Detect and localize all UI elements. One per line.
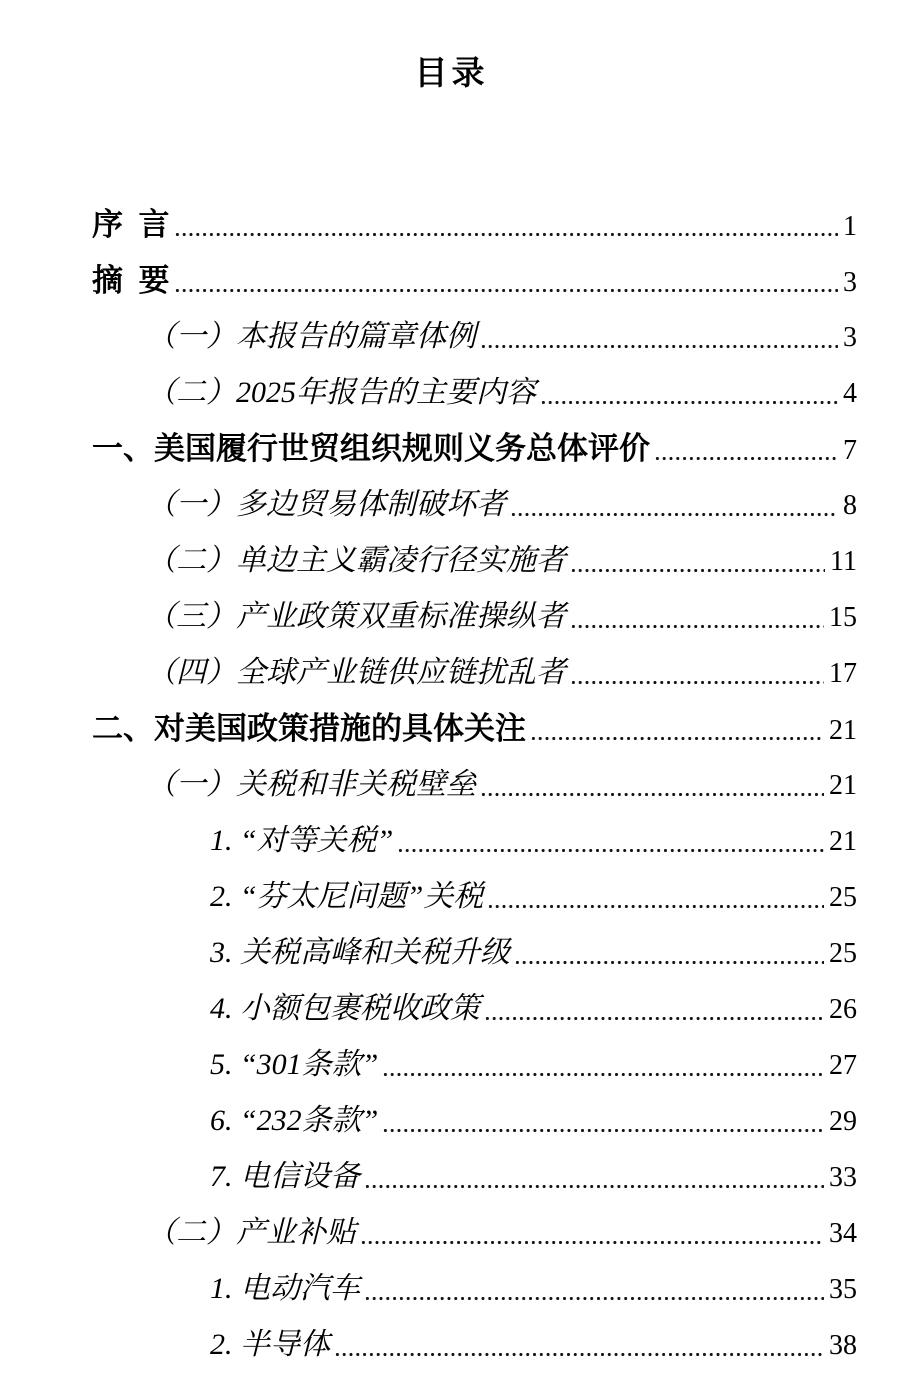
toc-entry[interactable] <box>92 757 857 813</box>
toc-entry[interactable] <box>92 365 857 421</box>
toc-list <box>92 197 857 1373</box>
toc-entry[interactable] <box>92 981 857 1037</box>
toc-entry[interactable] <box>92 1093 857 1149</box>
toc-entry-label: 一、美国履行世贸组织规则义务总体评价 <box>92 431 650 466</box>
toc-entry-label: （二）单边主义霸凌行径实施者 <box>146 544 566 577</box>
toc-entry-page: 27 <box>829 1050 857 1081</box>
toc-leader-dots <box>568 533 825 589</box>
toc-leader-dots <box>395 813 824 869</box>
toc-entry[interactable] <box>92 589 857 645</box>
toc-entry-page: 4 <box>843 378 857 409</box>
toc-leader-dots <box>512 925 824 981</box>
toc-entry-label: （二）2025年报告的主要内容 <box>146 376 536 409</box>
toc-entry-page: 3 <box>843 322 857 353</box>
toc-entry-label: 二、对美国政策措施的具体关注 <box>92 711 526 746</box>
toc-leader-dots <box>358 1205 824 1261</box>
toc-entry-label: （一）本报告的篇章体例 <box>146 320 476 353</box>
toc-entry[interactable] <box>92 1149 857 1205</box>
toc-entry-page: 21 <box>829 770 857 801</box>
toc-entry-page: 8 <box>843 490 857 521</box>
toc-entry-page: 11 <box>830 546 857 577</box>
toc-entry-page: 26 <box>829 994 857 1025</box>
toc-entry[interactable] <box>92 701 857 757</box>
toc-entry-page: 3 <box>843 267 857 298</box>
toc-entry[interactable] <box>92 1261 857 1317</box>
toc-entry-page: 21 <box>829 715 857 746</box>
toc-leader-dots <box>380 1093 824 1149</box>
toc-entry-label: 7. 电信设备 <box>210 1160 360 1193</box>
toc-entry[interactable] <box>92 253 857 309</box>
toc-leader-dots <box>528 701 824 757</box>
toc-leader-dots <box>538 365 838 421</box>
toc-leader-dots <box>652 421 838 477</box>
toc-entry[interactable] <box>92 533 857 589</box>
toc-entry[interactable] <box>92 1317 857 1373</box>
toc-entry-page: 35 <box>829 1274 857 1305</box>
toc-entry-page: 33 <box>829 1162 857 1193</box>
toc-entry-label: 2. “芬太尼问题”关税 <box>210 880 484 913</box>
toc-leader-dots <box>478 309 838 365</box>
toc-entry-label: 5. “301条款” <box>210 1048 379 1081</box>
toc-leader-dots <box>482 981 824 1037</box>
toc-entry-page: 34 <box>829 1218 857 1249</box>
toc-entry-page: 15 <box>829 602 857 633</box>
toc-entry-label: 3. 关税高峰和关税升级 <box>210 936 510 969</box>
toc-entry[interactable] <box>92 197 857 253</box>
toc-leader-dots <box>485 869 824 925</box>
toc-entry-page: 17 <box>829 658 857 689</box>
toc-entry-label: 摘 要 <box>92 263 170 298</box>
toc-leader-dots <box>568 645 824 701</box>
toc-entry-label: （一）多边贸易体制破坏者 <box>146 488 506 521</box>
toc-entry-page: 7 <box>843 435 857 466</box>
toc-entry[interactable] <box>92 477 857 533</box>
toc-entry-page: 25 <box>829 938 857 969</box>
toc-leader-dots <box>508 477 838 533</box>
toc-entry[interactable] <box>92 309 857 365</box>
toc-leader-dots <box>380 1037 824 1093</box>
toc-entry-page: 29 <box>829 1106 857 1137</box>
toc-leader-dots <box>362 1261 824 1317</box>
toc-entry[interactable] <box>92 1205 857 1261</box>
toc-entry[interactable] <box>92 813 857 869</box>
toc-leader-dots <box>172 197 839 253</box>
toc-entry-label: （三）产业政策双重标准操纵者 <box>146 600 566 633</box>
toc-leader-dots <box>478 757 824 813</box>
toc-entry[interactable] <box>92 869 857 925</box>
toc-entry-page: 21 <box>829 826 857 857</box>
toc-leader-dots <box>362 1149 824 1205</box>
toc-entry-page: 25 <box>829 882 857 913</box>
toc-entry[interactable] <box>92 421 857 477</box>
toc-leader-dots <box>332 1317 824 1373</box>
toc-entry-label: 1. “对等关税” <box>210 824 394 857</box>
toc-entry-label: 1. 电动汽车 <box>210 1272 360 1305</box>
toc-entry-label: （一）关税和非关税壁垒 <box>146 768 476 801</box>
toc-entry-label: 序 言 <box>92 207 170 242</box>
toc-leader-dots <box>172 253 839 309</box>
toc-leader-dots <box>568 589 824 645</box>
toc-entry[interactable] <box>92 925 857 981</box>
page-title: 目录 <box>414 54 489 92</box>
toc-entry-label: 6. “232条款” <box>210 1104 379 1137</box>
toc-entry-label: 2. 半导体 <box>210 1328 330 1361</box>
toc-entry-label: （四）全球产业链供应链扰乱者 <box>146 656 566 689</box>
toc-entry-label: （二）产业补贴 <box>146 1216 356 1249</box>
toc-entry-label: 4. 小额包裹税收政策 <box>210 992 480 1025</box>
toc-entry-page: 1 <box>843 211 857 242</box>
toc-entry-page: 38 <box>829 1330 857 1361</box>
toc-entry[interactable] <box>92 645 857 701</box>
toc-entry[interactable] <box>92 1037 857 1093</box>
